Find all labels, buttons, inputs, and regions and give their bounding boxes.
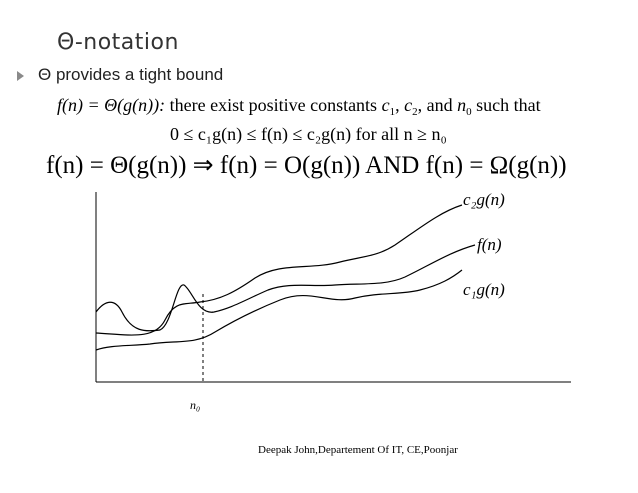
such-that-text: such that — [476, 95, 541, 115]
slide-title: Θ-notation — [57, 30, 179, 55]
label-c2g: c₂g(n) — [463, 190, 505, 209]
label-f: f(n) — [477, 235, 502, 254]
label-n0: n₀ — [190, 398, 201, 412]
curve-f — [96, 245, 475, 331]
bullet-text: Θ provides a tight bound — [38, 65, 224, 84]
inequality-line: 0 ≤ c₁g(n) ≤ f(n) ≤ c₂g(n) for all n ≥ n₀ — [170, 124, 447, 144]
const-c2: c — [404, 95, 413, 115]
const-c2-sub: 2 — [412, 106, 418, 118]
const-n0-sub: 0 — [466, 106, 472, 118]
curve-c1g — [96, 270, 462, 350]
definition-text: there exist positive constants — [169, 95, 378, 115]
const-n0: n — [457, 95, 467, 115]
const-c1: c — [381, 95, 390, 115]
footer-credit: Deepak John,Departement Of IT, CE,Poonjar — [258, 444, 458, 456]
const-c1-sub: 1 — [389, 106, 396, 118]
implication-line: f(n) = Θ(g(n)) ⇒ f(n) = O(g(n)) AND f(n) = Ω(g(n)) — [46, 152, 567, 179]
definition-line: f(n) = Θ(g(n)): there exist positive constants $c_1$, $c_2$, and $n_0$ such that — [57, 95, 541, 118]
and-text: , and — [417, 95, 453, 115]
definition-lhs: f(n) = Θ(g(n)): — [57, 95, 166, 115]
curve-c2g — [96, 205, 462, 335]
label-c1g: c₁g(n) — [463, 280, 505, 299]
